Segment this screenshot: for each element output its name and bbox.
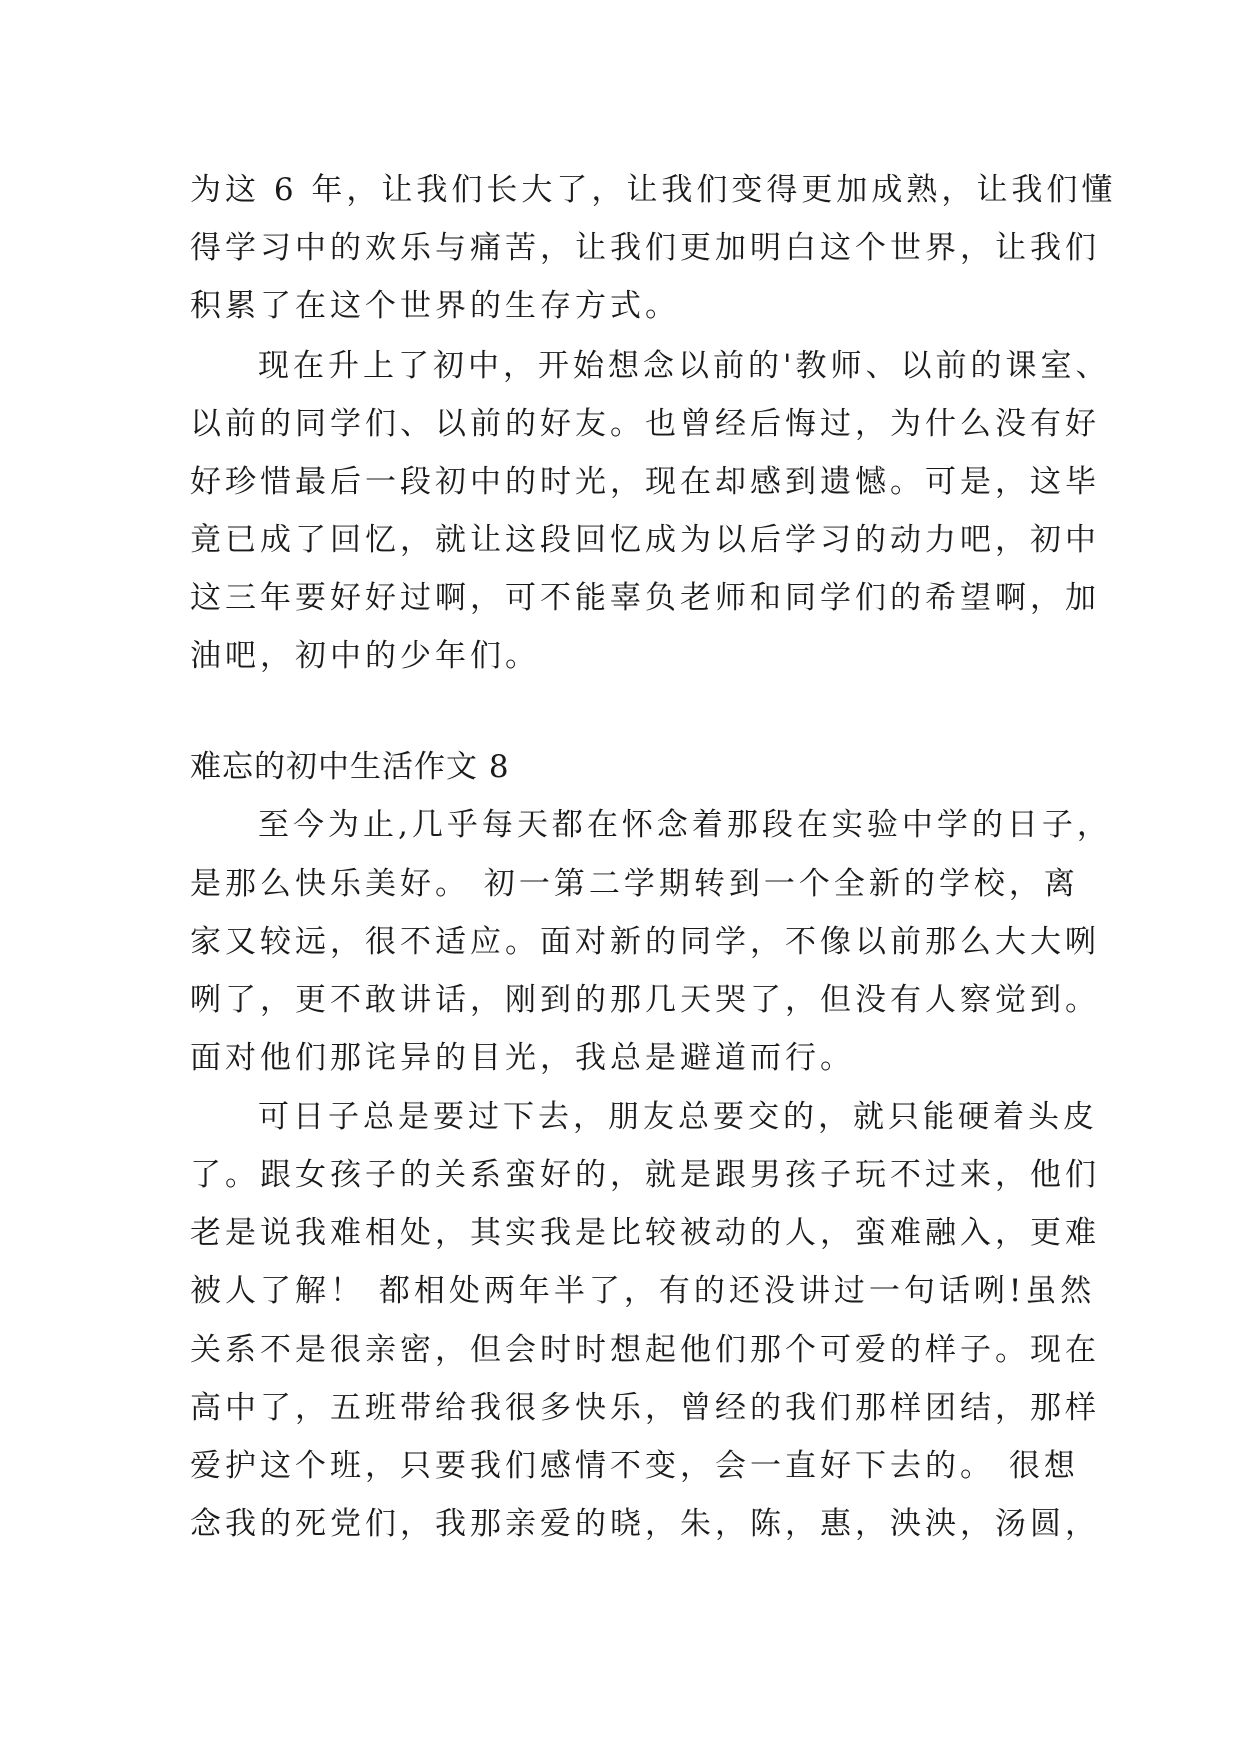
paragraph-line: 咧了，更不敢讲话，刚到的那几天哭了，但没有人察觉到。: [190, 982, 1100, 1018]
paragraph-line: 面对他们那诧异的目光，我总是避道而行。: [190, 1040, 855, 1076]
paragraph-line: 这三年要好好过啊，可不能辜负老师和同学们的希望啊，加: [190, 580, 1100, 616]
paragraph-line: 念我的死党们，我那亲爱的晓，朱，陈，惠，泱泱，汤圆，: [190, 1506, 1100, 1542]
paragraph-line: 为这 6 年，让我们长大了，让我们变得更加成熟，让我们懂: [190, 172, 1117, 208]
paragraph-line: 了。跟女孩子的关系蛮好的，就是跟男孩子玩不过来，他们: [190, 1157, 1100, 1193]
paragraph-line: 竟已成了回忆，就让这段回忆成为以后学习的动力吧，初中: [190, 522, 1100, 558]
paragraph-line: 油吧，初中的少年们。: [190, 638, 540, 674]
paragraph-line: 积累了在这个世界的生存方式。: [190, 288, 680, 324]
paragraph-line: 以前的同学们、以前的好友。也曾经后悔过，为什么没有好: [190, 406, 1100, 442]
paragraph-line: 现在升上了初中，开始想念以前的'教师、以前的课室、: [258, 348, 1111, 384]
paragraph-line: 被人了解！ 都相处两年半了，有的还没讲过一句话咧!虽然: [190, 1273, 1096, 1309]
paragraph-line: 关系不是很亲密，但会时时想起他们那个可爱的样子。现在: [190, 1332, 1100, 1368]
paragraph-line: 高中了，五班带给我很多快乐，曾经的我们那样团结，那样: [190, 1390, 1100, 1426]
paragraph-line: 得学习中的欢乐与痛苦，让我们更加明白这个世界，让我们: [190, 230, 1100, 266]
paragraph-line: 家又较远，很不适应。面对新的同学，不像以前那么大大咧: [190, 924, 1100, 960]
paragraph-line: 爱护这个班，只要我们感情不变，会一直好下去的。 很想: [190, 1448, 1079, 1484]
section-heading: 难忘的初中生活作文 8: [190, 749, 510, 785]
paragraph-line: 好珍惜最后一段初中的时光，现在却感到遗憾。可是，这毕: [190, 464, 1100, 500]
paragraph-line: 老是说我难相处，其实我是比较被动的人，蛮难融入，更难: [190, 1215, 1100, 1251]
paragraph-line: 至今为止,几乎每天都在怀念着那段在实验中学的日子，: [258, 807, 1112, 843]
paragraph-line: 是那么快乐美好。 初一第二学期转到一个全新的学校，离: [190, 866, 1079, 902]
paragraph-line: 可日子总是要过下去，朋友总要交的，就只能硬着头皮: [258, 1099, 1098, 1135]
